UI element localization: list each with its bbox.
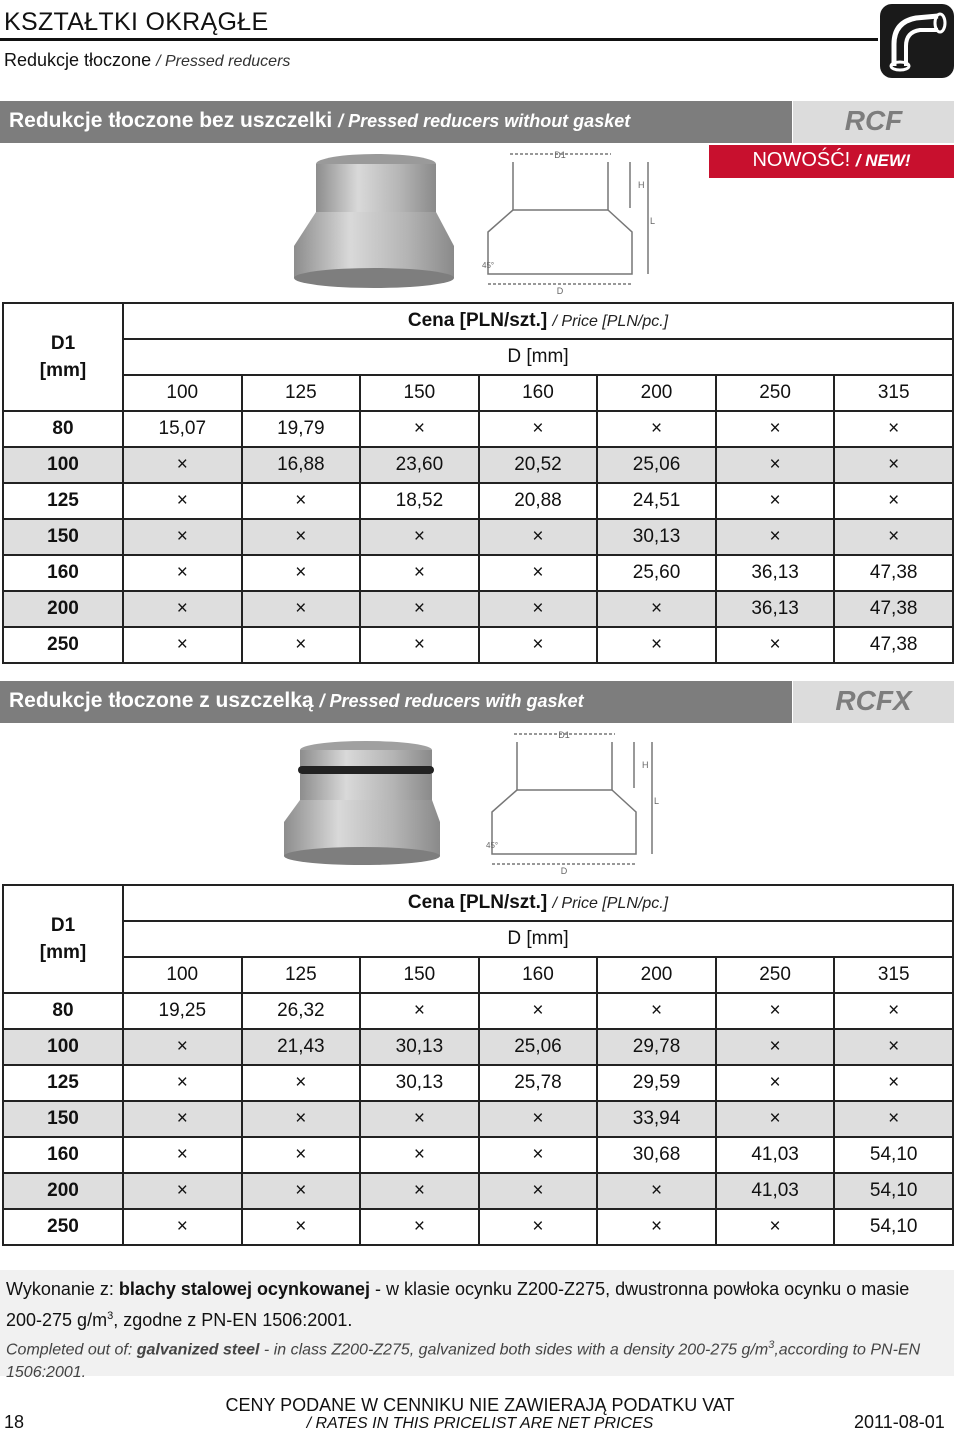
price-cell: × <box>834 1101 953 1137</box>
price-cell: × <box>597 591 716 627</box>
table-row <box>3 627 953 663</box>
vat-notice-pl: CENY PODANE W CENNIKU NIE ZAWIERAJĄ PODATKU VAT <box>225 1395 735 1415</box>
d-value-header: 160 <box>479 375 598 411</box>
d-value-header: 250 <box>716 375 835 411</box>
product-code: RCF <box>793 101 954 143</box>
price-cell: 47,38 <box>834 627 953 663</box>
price-cell: 54,10 <box>834 1209 953 1245</box>
price-cell: × <box>716 993 835 1029</box>
price-caption: Cena [PLN/szt.] / Price [PLN/pc.] <box>123 885 953 921</box>
price-cell: × <box>242 627 361 663</box>
price-cell: 15,07 <box>123 411 242 447</box>
vat-notice-en: / RATES IN THIS PRICELIST ARE NET PRICES <box>306 1415 654 1432</box>
price-cell: × <box>242 591 361 627</box>
price-cell: × <box>123 1137 242 1173</box>
price-cell: × <box>479 411 598 447</box>
price-cell: × <box>360 993 479 1029</box>
price-cell: × <box>716 519 835 555</box>
price-cell: × <box>834 519 953 555</box>
price-cell: 25,60 <box>597 555 716 591</box>
price-cell: × <box>479 555 598 591</box>
d1-value: 150 <box>3 519 123 555</box>
table-row <box>3 519 953 555</box>
price-cell: × <box>360 519 479 555</box>
price-cell: × <box>597 1173 716 1209</box>
table-row <box>3 447 953 483</box>
d1-value: 125 <box>3 1065 123 1101</box>
price-caption: Cena [PLN/szt.] / Price [PLN/pc.] <box>123 303 953 339</box>
section-title-en: / Pressed reducers with gasket <box>319 691 584 711</box>
d1-header: D1 [mm] <box>3 885 123 993</box>
price-cell: × <box>716 411 835 447</box>
price-cell: × <box>360 591 479 627</box>
dim-h: H <box>638 180 645 190</box>
dim-angle: 45° <box>486 841 499 850</box>
dim-d: D <box>556 286 564 294</box>
price-cell: × <box>360 627 479 663</box>
price-cell: × <box>123 483 242 519</box>
price-cell: 16,88 <box>242 447 361 483</box>
price-cell: × <box>242 1137 361 1173</box>
dim-l: L <box>654 796 660 806</box>
price-cell: 26,32 <box>242 993 361 1029</box>
section-title-pl: Redukcje tłoczone bez uszczelki <box>9 109 333 132</box>
material-note <box>0 1270 954 1382</box>
price-cell: × <box>360 411 479 447</box>
d1-value: 125 <box>3 483 123 519</box>
price-cell: 36,13 <box>716 591 835 627</box>
price-cell: 33,94 <box>597 1101 716 1137</box>
dim-d1: D1 <box>558 730 570 740</box>
table-row <box>3 411 953 447</box>
price-cell: × <box>834 411 953 447</box>
d-value-header: 125 <box>242 375 361 411</box>
note-pl: Wykonanie z: blachy stalowej ocynkowanej - w klasie ocynku Z200-Z275, dwustronna powłoka ocynku o masie 200-275 $g/m^3$, zgodne z PN-EN 1506:2001. <box>6 1279 910 1330</box>
dim-d1: D1 <box>554 150 566 160</box>
price-cell: 29,78 <box>597 1029 716 1065</box>
price-cell: × <box>242 1101 361 1137</box>
price-cell: 19,79 <box>242 411 361 447</box>
price-cell: 25,06 <box>479 1029 598 1065</box>
table-row <box>3 993 953 1029</box>
price-cell: 30,13 <box>360 1029 479 1065</box>
reducer-gasket-photo <box>280 738 448 866</box>
price-cell: × <box>479 1101 598 1137</box>
d-value-header: 100 <box>123 375 242 411</box>
d1-header: D1 [mm] <box>3 303 123 411</box>
d-value-header: 315 <box>834 375 953 411</box>
price-cell: × <box>716 483 835 519</box>
price-cell: × <box>123 1101 242 1137</box>
price-cell: × <box>123 591 242 627</box>
price-cell: × <box>123 1173 242 1209</box>
price-cell: 30,68 <box>597 1137 716 1173</box>
price-cell: × <box>360 555 479 591</box>
price-cell: 21,43 <box>242 1029 361 1065</box>
section-bar-rcf <box>0 101 792 143</box>
price-cell: × <box>360 1209 479 1245</box>
price-cell: × <box>123 447 242 483</box>
price-cell: × <box>123 1209 242 1245</box>
price-cell: 41,03 <box>716 1137 835 1173</box>
table-row <box>3 1029 953 1065</box>
price-cell: 20,52 <box>479 447 598 483</box>
price-cell: 24,51 <box>597 483 716 519</box>
price-cell: × <box>360 1137 479 1173</box>
price-cell: 30,13 <box>360 1065 479 1101</box>
new-label-pl: NOWOŚĆ! <box>752 149 851 171</box>
d-value-header: 315 <box>834 957 953 993</box>
price-cell: × <box>242 1209 361 1245</box>
price-cell: 25,78 <box>479 1065 598 1101</box>
price-cell: × <box>123 1065 242 1101</box>
section-title-en: / Pressed reducers without gasket <box>338 111 631 131</box>
d1-value: 250 <box>3 627 123 663</box>
price-cell: × <box>834 447 953 483</box>
table-row <box>3 591 953 627</box>
price-cell: × <box>479 1137 598 1173</box>
d-value-header: 100 <box>123 957 242 993</box>
price-cell: × <box>834 993 953 1029</box>
price-cell: × <box>123 1029 242 1065</box>
d-mm-caption: D [mm] <box>123 921 953 957</box>
price-cell: × <box>834 1065 953 1101</box>
price-cell: 47,38 <box>834 555 953 591</box>
price-cell: × <box>834 1029 953 1065</box>
price-cell: × <box>123 627 242 663</box>
d1-value: 200 <box>3 1173 123 1209</box>
dim-d: D <box>560 866 568 874</box>
page-subtitle <box>4 50 290 71</box>
price-cell: × <box>834 483 953 519</box>
price-cell: × <box>360 1173 479 1209</box>
dim-l: L <box>650 216 656 226</box>
price-cell: × <box>716 627 835 663</box>
d1-value: 160 <box>3 1137 123 1173</box>
d1-value: 80 <box>3 411 123 447</box>
d-mm-caption: D [mm] <box>123 339 953 375</box>
price-cell: × <box>242 555 361 591</box>
d-value-header: 150 <box>360 957 479 993</box>
table-row <box>3 483 953 519</box>
price-cell: 54,10 <box>834 1173 953 1209</box>
price-cell: × <box>242 1065 361 1101</box>
table-row <box>3 1173 953 1209</box>
price-cell: × <box>479 993 598 1029</box>
d1-value: 200 <box>3 591 123 627</box>
price-cell: × <box>597 411 716 447</box>
price-cell: × <box>242 483 361 519</box>
price-cell: 20,88 <box>479 483 598 519</box>
table-row <box>3 1209 953 1245</box>
page-title: KSZTAŁTKI OKRĄGŁE <box>4 8 269 36</box>
price-cell: × <box>479 519 598 555</box>
dim-angle: 45° <box>482 261 495 270</box>
price-cell: × <box>123 555 242 591</box>
d-value-header: 150 <box>360 375 479 411</box>
price-cell: × <box>123 519 242 555</box>
price-cell: × <box>597 1209 716 1245</box>
section-bar-rcfx <box>0 681 792 723</box>
price-cell: 41,03 <box>716 1173 835 1209</box>
reducer-photo <box>288 150 456 288</box>
d-value-header: 200 <box>597 957 716 993</box>
price-cell: 25,06 <box>597 447 716 483</box>
section-title-pl: Redukcje tłoczone z uszczelką <box>9 689 314 712</box>
price-table-rcf <box>2 302 954 664</box>
price-table-rcfx <box>2 884 954 1246</box>
note-en: Completed out of: galvanized steel - in class Z200-Z275, galvanized both sides with a density 200-275 $g/m^3,according$ to PN-EN 1506:2001. <box>6 1339 921 1382</box>
price-cell: × <box>716 1209 835 1245</box>
d1-value: 80 <box>3 993 123 1029</box>
price-cell: 47,38 <box>834 591 953 627</box>
price-cell: × <box>242 519 361 555</box>
price-cell: 18,52 <box>360 483 479 519</box>
d1-value: 160 <box>3 555 123 591</box>
pricelist-date: 2011-08-01 <box>854 1412 945 1432</box>
technical-drawing <box>484 728 664 874</box>
price-cell: × <box>242 1173 361 1209</box>
technical-drawing <box>480 148 660 294</box>
d1-value: 100 <box>3 447 123 483</box>
dim-h: H <box>642 760 649 770</box>
price-cell: 19,25 <box>123 993 242 1029</box>
table-row <box>3 1101 953 1137</box>
price-cell: 54,10 <box>834 1137 953 1173</box>
price-cell: 30,13 <box>597 519 716 555</box>
price-cell: 29,59 <box>597 1065 716 1101</box>
new-label-en: / NEW! <box>855 151 911 170</box>
d1-value: 250 <box>3 1209 123 1245</box>
header-rule <box>0 38 878 41</box>
price-cell: × <box>716 1029 835 1065</box>
price-cell: × <box>479 627 598 663</box>
price-cell: × <box>716 447 835 483</box>
subtitle-en: / Pressed reducers <box>156 53 291 70</box>
price-cell: × <box>479 591 598 627</box>
elbow-duct-icon <box>880 4 954 78</box>
new-badge <box>709 145 954 178</box>
d-value-header: 125 <box>242 957 361 993</box>
d-value-header: 250 <box>716 957 835 993</box>
d1-value: 100 <box>3 1029 123 1065</box>
subtitle-pl: Redukcje tłoczone <box>4 50 152 70</box>
table-row <box>3 1065 953 1101</box>
page-number: 18 <box>4 1412 25 1432</box>
product-code: RCFX <box>793 681 954 723</box>
table-row <box>3 1137 953 1173</box>
price-cell: × <box>360 1101 479 1137</box>
price-cell: × <box>479 1173 598 1209</box>
price-cell: × <box>479 1209 598 1245</box>
table-row <box>3 555 953 591</box>
price-cell: × <box>716 1101 835 1137</box>
price-cell: 36,13 <box>716 555 835 591</box>
d1-value: 150 <box>3 1101 123 1137</box>
d-value-header: 200 <box>597 375 716 411</box>
d-value-header: 160 <box>479 957 598 993</box>
price-cell: × <box>716 1065 835 1101</box>
price-cell: × <box>597 627 716 663</box>
price-cell: × <box>597 993 716 1029</box>
price-cell: 23,60 <box>360 447 479 483</box>
